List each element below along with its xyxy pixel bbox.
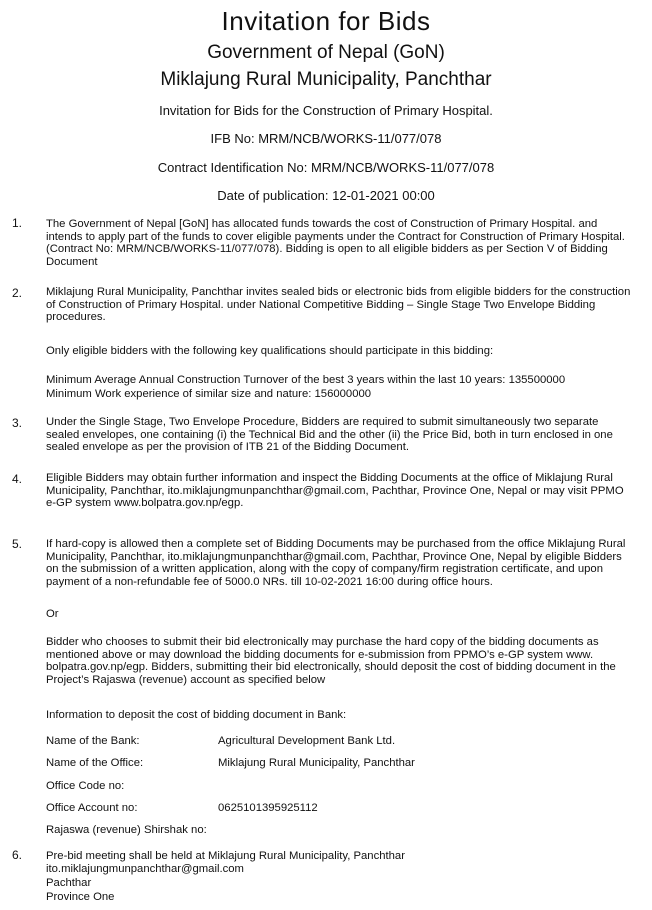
ifb-number: IFB No: MRM/NCB/WORKS-11/077/078: [210, 131, 442, 146]
qualifications-intro: Only eligible bidders with the following key qualifications should participate in this bidding:: [46, 345, 494, 357]
item-text: Eligible Bidders may obtain further information and inspect the Bidding Documents at the office of Miklajung Rural Municipality, Panchthar, ito.miklajungmunpanchthar@gmail.com, Pachthar, Province One, Nepal or may visit PPMO e-GP system www.bolpatra.gov.np/egp.: [46, 472, 624, 510]
rajaswa-shirshak-label: Rajaswa (revenue) Shirshak no:: [46, 824, 207, 836]
office-name-label: Name of the Office:: [46, 757, 144, 769]
prebid-province-line: Province One: [46, 891, 115, 903]
office-account-label: Office Account no:: [46, 802, 138, 814]
office-name-value: Miklajung Rural Municipality, Panchthar: [218, 757, 415, 769]
item-number: 1.: [12, 216, 23, 230]
office-code-label: Office Code no:: [46, 780, 125, 792]
contract-identification: Contract Identification No: MRM/NCB/WORKS-11/077/078: [157, 160, 495, 175]
item-number: 5.: [12, 537, 23, 551]
prebid-district-line: Pachthar: [46, 877, 92, 889]
government-heading: Government of Nepal (GoN): [207, 42, 445, 63]
prebid-email-line: ito.miklajungmunpanchthar@gmail.com: [46, 863, 244, 875]
item-number: 6.: [12, 848, 23, 862]
item-text: Under the Single Stage, Two Envelope Procedure, Bidders are required to submit simultaneously two separate sealed envelopes, one containing (i) the Technical Bid and the other (ii) the Price Bid, both in turn enclosed in one sealed envelope as per the provision of ITB 21 of the Bidding Document.: [46, 416, 613, 454]
item-text: The Government of Nepal [GoN] has allocated funds towards the cost of Construction of Primary Hospital. and intends to apply part of the funds to cover eligible payments under the Contract for Construction of Primary Hospital. (Contract No: MRM/NCB/WORKS-11/077/078). Bidding is open to all eligible bidders as per Section V of Bidding Document: [46, 218, 625, 268]
or-separator: Or: [46, 608, 59, 620]
turnover-requirement: Minimum Average Annual Construction Turnover of the best 3 years within the last 10 years: 135500000: [46, 374, 566, 386]
item-number: 4.: [12, 472, 23, 486]
prebid-meeting-line: Pre-bid meeting shall be held at Miklajung Rural Municipality, Panchthar: [46, 850, 405, 862]
item-number: 3.: [12, 416, 23, 430]
item-number: 2.: [12, 286, 23, 300]
bid-subject: Invitation for Bids for the Construction of Primary Hospital.: [159, 103, 493, 118]
document-title: Invitation for Bids: [221, 6, 431, 36]
bank-name-label: Name of the Bank:: [46, 735, 140, 747]
municipality-heading: Miklajung Rural Municipality, Panchthar: [160, 69, 492, 90]
office-account-value: 0625101395925112: [218, 802, 318, 814]
bank-info-intro: Information to deposit the cost of bidding document in Bank:: [46, 709, 347, 721]
electronic-submission-text: Bidder who chooses to submit their bid electronically may purchase the hard copy of the bidding documents as mentioned above or may download the bidding documents for e-submission from PPMO’s e-GP system www. bolpatra.gov.np/egp. Bidders, submitting their bid electronically, should deposit the cost of bidding document in the Project’s Rajaswa (revenue) account as specified below: [46, 636, 616, 686]
work-experience-requirement: Minimum Work experience of similar size and nature: 156000000: [46, 388, 372, 400]
bank-name-value: Agricultural Development Bank Ltd.: [218, 735, 396, 747]
publication-date: Date of publication: 12-01-2021 00:00: [217, 188, 435, 203]
item-text: If hard-copy is allowed then a complete set of Bidding Documents may be purchased from the office Miklajung Rural Municipality, Panchthar, ito.miklajungmunpanchthar@gmail.com, Pachthar, Province One, Nepal by eligible Bidders on the submission of a written application, along with the copy of company/firm registration certificate, and upon payment of a non-refundable fee of 5000.0 NRs. till 10-02-2021 16:00 during office hours.: [46, 538, 626, 588]
item-text: Miklajung Rural Municipality, Panchthar invites sealed bids or electronic bids from eligible bidders for the construction of Construction of Primary Hospital. under National Competitive Bidding – Single Stage Two Envelope Bidding procedures.: [46, 286, 631, 324]
